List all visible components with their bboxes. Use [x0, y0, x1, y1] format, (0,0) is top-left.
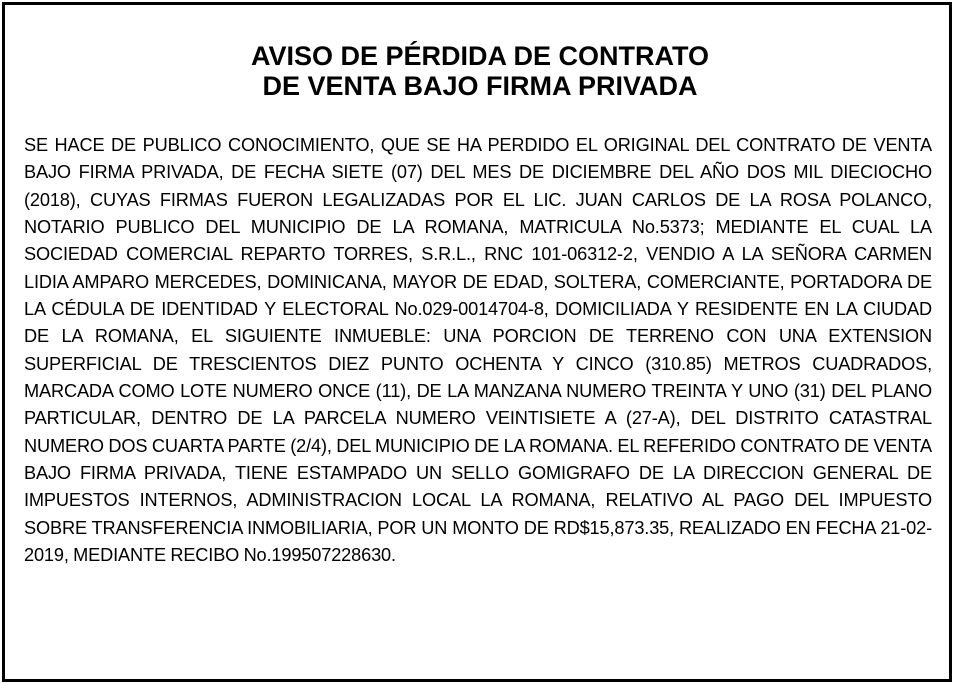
notice-title-line-1: AVISO DE PÉRDIDA DE CONTRATO: [250, 41, 710, 71]
notice-title-line-2: DE VENTA BAJO FIRMA PRIVADA: [262, 71, 698, 101]
notice-title: [5, 41, 954, 101]
notice-border-frame: [2, 2, 952, 682]
notice-body-text: SE HACE DE PUBLICO CONOCIMIENTO, QUE SE HA PERDIDO EL ORIGINAL DEL CONTRATO DE VENTA BAJO FIRMA PRIVADA, DE FECHA SIETE (07) DEL MES DE DICIEMBRE DEL AÑO DOS MIL DIECIOCHO (2018), CUYAS FIRMAS FUERON LEGALIZADAS POR EL LIC. JUAN CARLOS DE LA ROSA POLANCO, NOTARIO PUBLICO DEL MUNICIPIO DE LA ROMANA, MATRICULA No.5373; MEDIANTE EL CUAL LA SOCIEDAD COMERCIAL REPARTO TORRES, S.R.L., RNC 101-06312-2, VENDIO A LA SEÑORA CARMEN LIDIA AMPARO MERCEDES, DOMINICANA, MAYOR DE EDAD, SOLTERA, COMERCIANTE, PORTADORA DE LA CÉDULA DE IDENTIDAD Y ELECTORAL No.029-0014704-8, DOMICILIADA Y RESIDENTE EN LA CIUDAD DE LA ROMANA, EL SIGUIENTE INMUEBLE: UNA PORCION DE TERRENO CON UNA EXTENSION SUPERFICIAL DE TRESCIENTOS DIEZ PUNTO OCHENTA Y CINCO (310.85) METROS CUADRADOS, MARCADA COMO LOTE NUMERO ONCE (11), DE LA MANZANA NUMERO TREINTA Y UNO (31) DEL PLANO PARTICULAR, DENTRO DE LA PARCELA NUMERO VEINTISIETE A (27-A), DEL DISTRITO CATASTRAL NUMERO DOS CUARTA PARTE (2/4), DEL MUNICIPIO DE LA ROMANA. EL REFERIDO CONTRATO DE VENTA BAJO FIRMA PRIVADA, TIENE ESTAMPADO UN SELLO GOMIGRAFO DE LA DIRECCION GENERAL DE IMPUESTOS INTERNOS, ADMINISTRACION LOCAL LA ROMANA, RELATIVO AL PAGO DEL IMPUESTO SOBRE TRANSFERENCIA INMOBILIARIA, POR UN MONTO DE RD$15,873.35, REALIZADO EN FECHA 21-02-2019, MEDIANTE RECIBO No.199507228630.: [24, 135, 932, 566]
